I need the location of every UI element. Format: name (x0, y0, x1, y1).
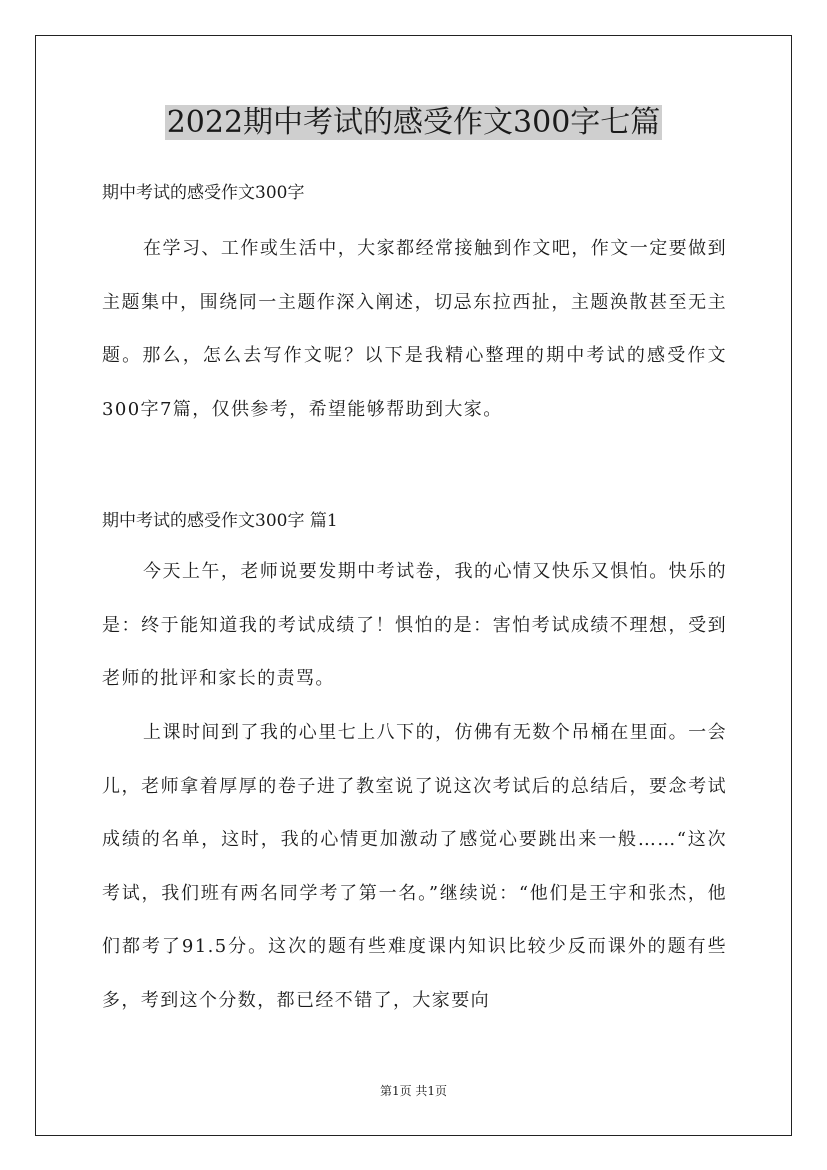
document-title (0, 101, 827, 145)
intro-paragraph: 在学习、工作或生活中，大家都经常接触到作文吧，作文一定要做到主题集中，围绕同一主题作深入阐述，切忌东拉西扯，主题涣散甚至无主题。那么，怎么去写作文呢？以下是我精心整理的期中考试的感受作文300字7篇，仅供参考，希望能够帮助到大家。 (102, 238, 727, 420)
section-1-heading: 期中考试的感受作文300字 篇1 (102, 511, 338, 531)
intro-heading: 期中考试的感受作文300字 (102, 183, 305, 203)
section-1-paragraph-1: 今天上午，老师说要发期中考试卷，我的心情又快乐又惧怕。快乐的是：终于能知道我的考试成绩了！惧怕的是：害怕考试成绩不理想，受到老师的批评和家长的责骂。 (102, 561, 727, 689)
section-1-paragraph-2: 上课时间到了我的心里七上八下的，仿佛有无数个吊桶在里面。一会儿，老师拿着厚厚的卷子进了教室说了说这次考试后的总结后，要念考试成绩的名单，这时，我的心情更加激动了感觉心要跳出来一般……“这次考试，我们班有两名同学考了第一名。”继续说：“他们是王宇和张杰，他们都考了91.5分。这次的题有些难度课内知识比较少反而课外的题有些多，考到这个分数，都已经不错了，大家要向 (102, 722, 727, 1011)
document-title-text: 2022期中考试的感受作文300字七篇 (166, 105, 661, 140)
page-footer: 第1页 共1页 (379, 1084, 448, 1098)
